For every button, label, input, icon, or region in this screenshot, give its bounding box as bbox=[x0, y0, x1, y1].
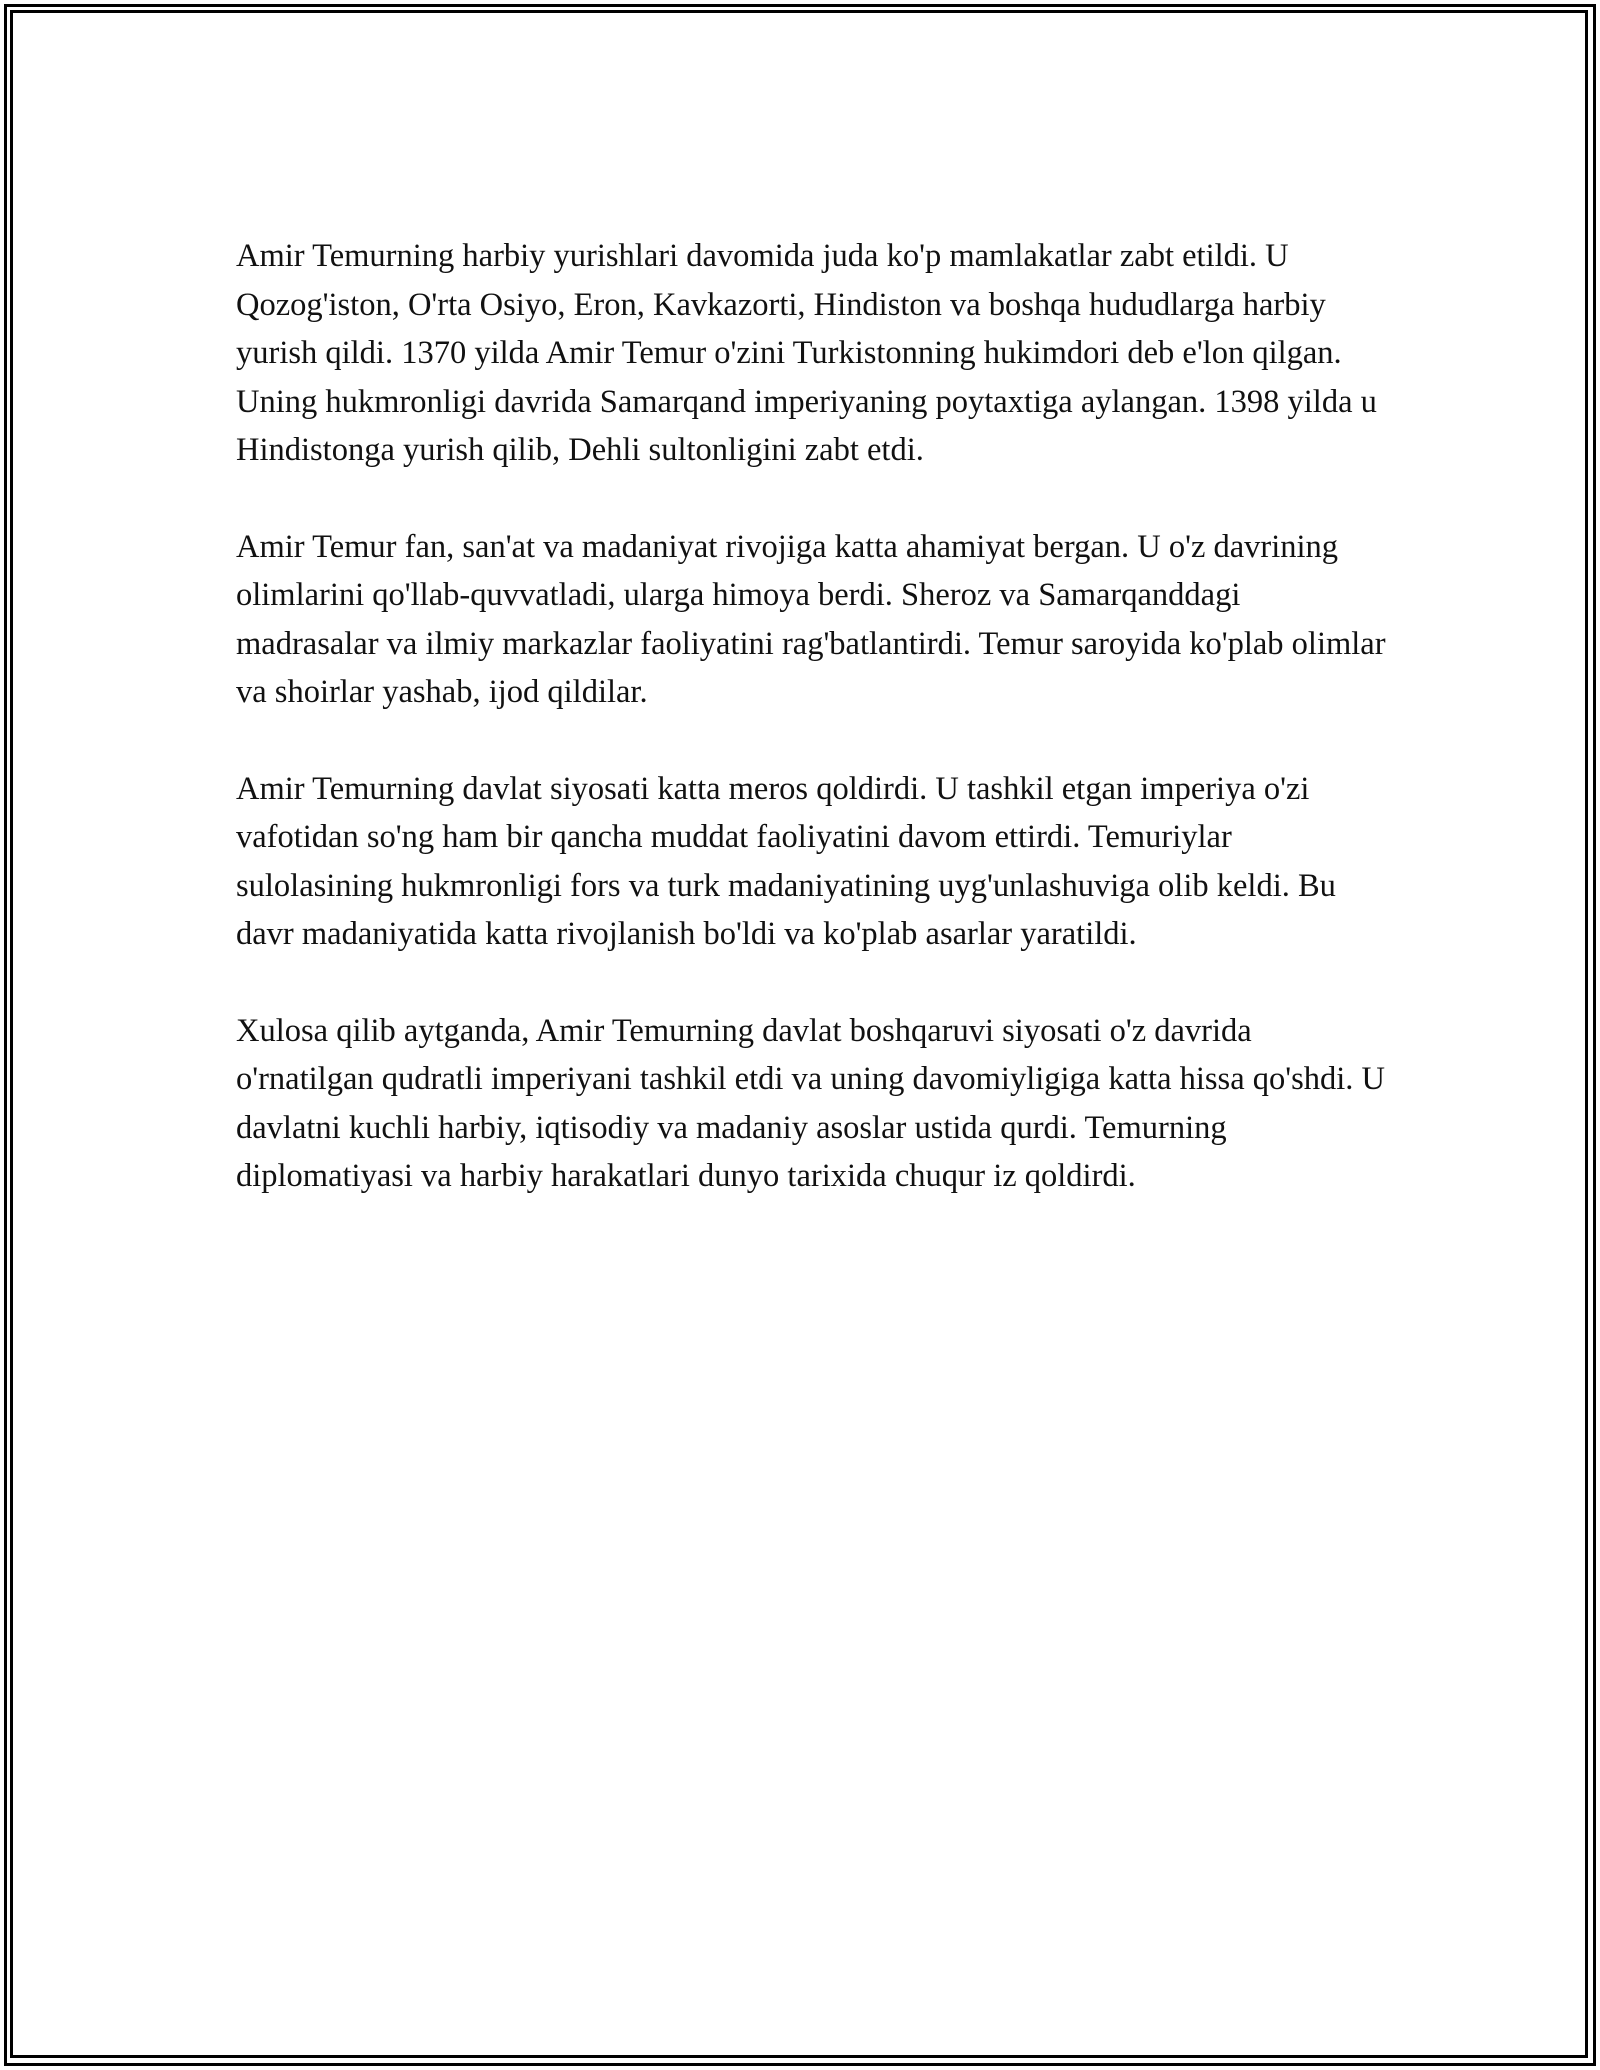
paragraph-1: Amir Temurning harbiy yurishlari davomida juda ko'p mamlakatlar zabt etildi. U Qozog'iston, O'rta Osiyo, Eron, Kavkazorti, Hindiston va boshqa hududlarga harbiy yurish qildi. 1370 yilda Amir Temur o'zini Turkistonning hukimdori deb e'lon qilgan. Uning hukmronligi davrida Samarqand imperiyaning poytaxtiga aylangan. 1398 yilda u Hindistonga yurish qilib, Dehli sultonligini zabt etdi. bbox=[236, 238, 1377, 468]
paragraph-2: Amir Temur fan, san'at va madaniyat rivojiga katta ahamiyat bergan. U o'z davrining olimlarini qo'llab-quvvatladi, ularga himoya berdi. Sheroz va Samarqanddagi madrasalar va ilmiy markazlar faoliyatini rag'batlantirdi. Temur saroyida ko'plab olimlar va shoirlar yashab, ijod qildilar. bbox=[236, 528, 1386, 710]
paragraph-4: Xulosa qilib aytganda, Amir Temurning davlat boshqaruvi siyosati o'z davrida o'rnatilgan qudratli imperiyani tashkil etdi va uning davomiyligiga katta hissa qo'shdi. U davlatni kuchli harbiy, iqtisodiy va madaniy asoslar ustida qurdi. Temurning diplomatiyasi va harbiy harakatlari dunyo tarixida chuqur iz qoldirdi. bbox=[236, 1012, 1386, 1194]
document-body bbox=[236, 232, 1386, 1249]
paragraph-3: Amir Temurning davlat siyosati katta meros qoldirdi. U tashkil etgan imperiya o'zi vafotidan so'ng ham bir qancha muddat faoliyatini davom ettirdi. Temuriylar sulolasining hukmronligi fors va turk madaniyatining uyg'unlashuviga olib keldi. Bu davr madaniyatida katta rivojlanish bo'ldi va ko'plab asarlar yaratildi. bbox=[236, 770, 1336, 952]
